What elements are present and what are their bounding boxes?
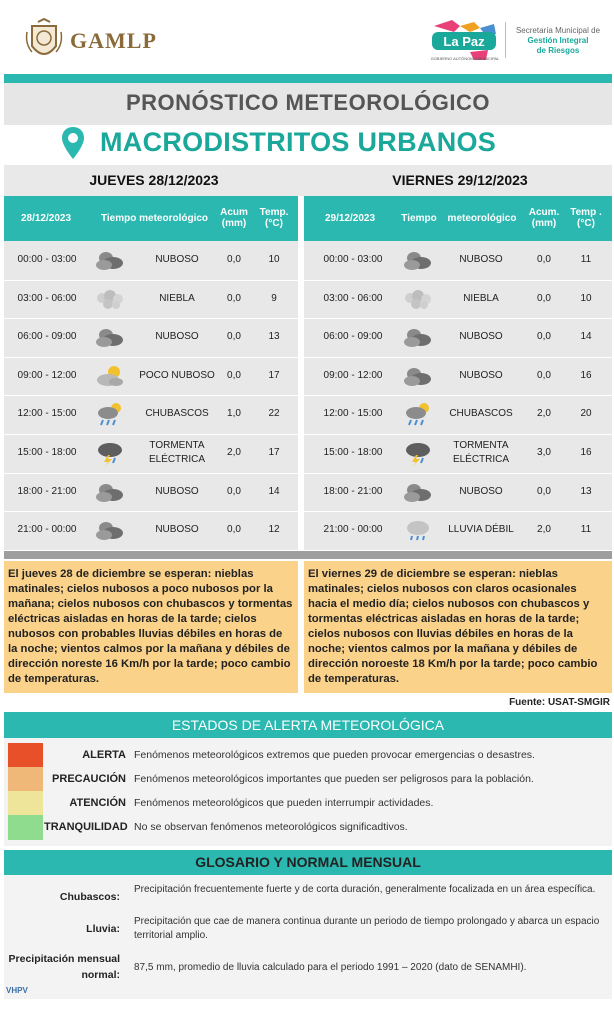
alert-level-description: Fenómenos meteorológicos que pueden interrumpir actividades. — [134, 797, 434, 809]
condition-label — [434, 439, 528, 467]
alert-level-name: PRECAUCIÓN — [52, 773, 126, 785]
time-range: 00:00 - 03:00 — [17, 254, 77, 265]
time-range: 09:00 - 12:00 — [323, 369, 383, 381]
day1-summary: El jueves 28 de diciembre se esperan: nieblas matinales; cielos nubosos a poco nubosos por la mañana; cielos nubosos con chubascos y tormentas eléctricas aisladas en horas de la tarde; cielos nubosos con probables lluvias débiles en horas de la noche; vientos calmos por la mañana y débiles de dirección noreste 16 Km/h por la tarde; poco cambio de temperaturas. — [4, 561, 298, 693]
day1-forecast-table — [4, 241, 298, 550]
time-range: 06:00 - 09:00 — [17, 331, 77, 343]
mm-label-2: (mm) — [531, 218, 557, 229]
time-range: 12:00 - 15:00 — [17, 408, 77, 420]
condition-line1: TORMENTA — [453, 440, 509, 451]
day2-column-header — [304, 196, 612, 241]
day1-column-header — [4, 196, 298, 241]
condition-label: NUBOSO — [155, 331, 199, 343]
forecast-row — [4, 241, 298, 279]
temperature-value: 10 — [580, 292, 592, 304]
teal-top-bar — [4, 74, 612, 83]
forecast-row — [304, 473, 612, 511]
accumulation-value: 1,0 — [227, 408, 241, 420]
alert-color-swatch — [8, 815, 43, 840]
gray-divider — [4, 551, 612, 559]
glossary-term: Chubascos: — [59, 891, 120, 903]
time-range: 03:00 - 06:00 — [323, 292, 383, 304]
accumulation-value: 0,0 — [227, 254, 241, 265]
forecast-row — [4, 473, 298, 511]
temp-header — [256, 207, 292, 229]
condition-line2: ELÉCTRICA — [452, 454, 510, 465]
cloudy-icon — [402, 247, 434, 273]
glossary-definition: 87,5 mm, promedio de lluvia calculado para el periodo 1991 – 2020 (dato de SENAMHI). — [134, 962, 527, 973]
glossary-term — [4, 951, 120, 983]
glossary-definition: Precipitación frecuentemente fuerte y de corta duración, generalmente focalizada en un área específica. — [134, 884, 596, 895]
forecast-row — [304, 318, 612, 356]
forecast-row — [4, 280, 298, 318]
accumulation-value: 0,0 — [227, 524, 241, 536]
accumulation-value: 0,0 — [227, 485, 241, 497]
glossary — [4, 875, 612, 999]
source-label: Fuente: USAT-SMGIR — [509, 697, 610, 708]
temperature-value: 14 — [268, 485, 280, 497]
alerts-legend — [4, 738, 612, 846]
acum-label-2: Acum. — [528, 207, 560, 218]
alert-level-name: ATENCIÓN — [69, 797, 126, 809]
forecast-row — [304, 395, 612, 433]
temperature-value: 13 — [580, 485, 592, 497]
temperature-value: 14 — [580, 331, 592, 343]
c-label: (°C) — [265, 218, 283, 229]
header-divider — [505, 22, 506, 58]
alert-level-name: ALERTA — [82, 749, 126, 761]
alert-color-swatch — [8, 791, 43, 816]
condition-line1: TORMENTA — [149, 440, 205, 451]
lapaz-subtext: GOBIERNO AUTÓNOMO MUNICIPAL — [430, 56, 500, 61]
condition-line2: ELÉCTRICA — [148, 454, 206, 465]
glossary-term: Lluvia: — [86, 923, 120, 935]
temperature-value: 22 — [268, 408, 280, 420]
secretaria-line2: Gestión Integral — [527, 36, 589, 45]
footer-tag: VHPV — [6, 986, 28, 995]
cloudy-icon — [402, 479, 434, 505]
showers-icon — [402, 401, 434, 427]
page-title: PRONÓSTICO METEOROLÓGICO — [125, 90, 490, 115]
tiempo-header: Tiempo — [401, 213, 437, 224]
accumulation-value: 0,0 — [537, 331, 551, 343]
forecast-row — [4, 434, 298, 472]
secretaria-line3: de Riesgos — [536, 46, 580, 55]
accumulation-value: 0,0 — [537, 369, 551, 381]
alert-level-name: TRANQUILIDAD — [44, 821, 128, 833]
alert-level-description: Fenómenos meteorológicos importantes que pueden ser peligrosos para la población. — [134, 773, 534, 785]
time-range: 06:00 - 09:00 — [323, 331, 383, 343]
showers-icon — [94, 401, 126, 427]
temperature-value: 11 — [580, 254, 592, 265]
alert-level-description: Fenómenos meteorológicos extremos que pueden provocar emergencias o desastres. — [134, 749, 535, 761]
forecast-row — [4, 318, 298, 356]
temperature-value: 10 — [268, 254, 280, 265]
fog-icon — [402, 286, 434, 312]
cloudy-icon — [94, 479, 126, 505]
condition-label: NUBOSO — [155, 254, 199, 265]
gamlp-logo — [24, 16, 174, 66]
forecast-row — [4, 511, 298, 549]
fog-icon — [94, 286, 126, 312]
secretaria-line1: Secretaría Municipal de — [515, 26, 601, 35]
condition-label: NUBOSO — [155, 524, 199, 536]
gamlp-wordmark: GAMLP — [70, 28, 157, 53]
glossary-term-line2: normal: — [81, 969, 120, 981]
cloudy-icon — [94, 517, 126, 543]
temp-label: Temp. — [259, 207, 289, 218]
day2-forecast-table — [304, 241, 612, 550]
thunderstorm-icon — [94, 440, 126, 466]
day2-date-header: 29/12/2023 — [324, 213, 376, 224]
time-range: 15:00 - 18:00 — [323, 447, 383, 458]
seal-icon — [24, 18, 64, 64]
accumulation-value: 2,0 — [537, 524, 551, 536]
temperature-value: 13 — [268, 331, 280, 343]
temperature-value: 16 — [580, 447, 592, 458]
time-range: 12:00 - 15:00 — [323, 408, 383, 420]
condition-label: NUBOSO — [459, 331, 503, 343]
day1-date-header: 28/12/2023 — [20, 213, 72, 224]
light-rain-icon — [402, 517, 434, 543]
accumulation-value: 0,0 — [227, 369, 241, 381]
accumulation-value: 2,0 — [537, 408, 551, 420]
accumulation-value: 0,0 — [537, 254, 551, 265]
meteorologico-header: meteorológico — [447, 213, 517, 224]
partly-cloudy-icon — [94, 363, 126, 389]
temperature-value: 12 — [268, 524, 280, 536]
day1-label: JUEVES 28/12/2023 — [89, 172, 219, 188]
time-range: 09:00 - 12:00 — [17, 369, 77, 381]
glossary-title: GLOSARIO Y NORMAL MENSUAL — [4, 850, 612, 875]
tiempo-meteorologico-header: Tiempo meteorológico — [100, 213, 209, 224]
accumulation-value: 0,0 — [537, 485, 551, 497]
forecast-row — [4, 395, 298, 433]
condition-label: POCO NUBOSO — [139, 369, 215, 381]
lapaz-text: La Paz — [443, 34, 485, 49]
forecast-row — [304, 434, 612, 472]
alert-color-swatch — [8, 767, 43, 792]
time-range: 21:00 - 00:00 — [323, 524, 383, 536]
cloudy-icon — [402, 324, 434, 350]
page-subtitle: MACRODISTRITOS URBANOS — [100, 127, 497, 157]
condition-label — [130, 439, 224, 467]
time-range: 18:00 - 21:00 — [323, 485, 383, 497]
condition-label: NUBOSO — [155, 485, 199, 497]
time-range: 15:00 - 18:00 — [17, 447, 77, 458]
temperature-value: 9 — [271, 292, 277, 304]
acum-label: Acum — [220, 207, 248, 218]
temperature-value: 17 — [268, 447, 280, 458]
condition-label: NIEBLA — [159, 292, 195, 304]
temp-label-2: Temp . — [570, 207, 602, 218]
temperature-value: 17 — [268, 369, 280, 381]
time-range: 21:00 - 00:00 — [17, 524, 77, 536]
condition-label: NUBOSO — [459, 369, 503, 381]
cloudy-icon — [94, 324, 126, 350]
acum-header-2 — [526, 207, 562, 229]
thunderstorm-icon — [402, 440, 434, 466]
accumulation-value: 3,0 — [537, 447, 551, 458]
accumulation-value: 0,0 — [227, 292, 241, 304]
condition-label: NIEBLA — [463, 292, 499, 304]
cloudy-icon — [402, 363, 434, 389]
temperature-value: 11 — [580, 524, 592, 536]
location-pin-icon — [60, 125, 86, 161]
forecast-row — [4, 357, 298, 395]
forecast-row — [304, 241, 612, 279]
forecast-row — [304, 511, 612, 549]
acum-header — [216, 207, 252, 229]
secretaria-text — [508, 26, 608, 56]
temp-header-2 — [568, 207, 604, 229]
condition-label: CHUBASCOS — [145, 408, 209, 420]
accumulation-value: 2,0 — [227, 447, 241, 458]
alerts-title: ESTADOS DE ALERTA METEOROLÓGICA — [4, 712, 612, 738]
c-label-2: (°C) — [577, 218, 595, 229]
accumulation-value: 0,0 — [227, 331, 241, 343]
condition-label: CHUBASCOS — [449, 408, 513, 420]
condition-label: NUBOSO — [459, 254, 503, 265]
temperature-value: 20 — [580, 408, 592, 420]
time-range: 03:00 - 06:00 — [17, 292, 77, 304]
alert-level-description: No se observan fenómenos meteorológicos significadtivos. — [134, 821, 408, 833]
time-range: 00:00 - 03:00 — [323, 254, 383, 265]
glossary-term-line1: Precipitación mensual — [8, 953, 120, 965]
mm-label: (mm) — [221, 218, 247, 229]
alert-color-swatch — [8, 743, 43, 768]
day2-label: VIERNES 29/12/2023 — [392, 172, 528, 188]
time-range: 18:00 - 21:00 — [17, 485, 77, 497]
temperature-value: 16 — [580, 369, 592, 381]
forecast-row — [304, 357, 612, 395]
cloudy-icon — [94, 247, 126, 273]
accumulation-value: 0,0 — [537, 292, 551, 304]
condition-label: LLUVIA DÉBIL — [448, 524, 514, 536]
condition-label: NUBOSO — [459, 485, 503, 497]
day2-summary: El viernes 29 de diciembre se esperan: nieblas matinales; cielos nubosos con claros ocasionales hacia el medio día; cielos nubosos con chubascos y tormentas eléctricas aisladas en horas de la tarde; cielos nubosos con lluvias débiles en horas de la noche; vientos calmos por la mañana y débiles de dirección noroeste 18 Km/h por la tarde; poco cambio de temperaturas. — [304, 561, 612, 693]
forecast-row — [304, 280, 612, 318]
glossary-definition: Precipitación que cae de manera continua durante un periodo de tiempo prolongado y abarca un espacio territorial amplio. — [134, 916, 600, 941]
